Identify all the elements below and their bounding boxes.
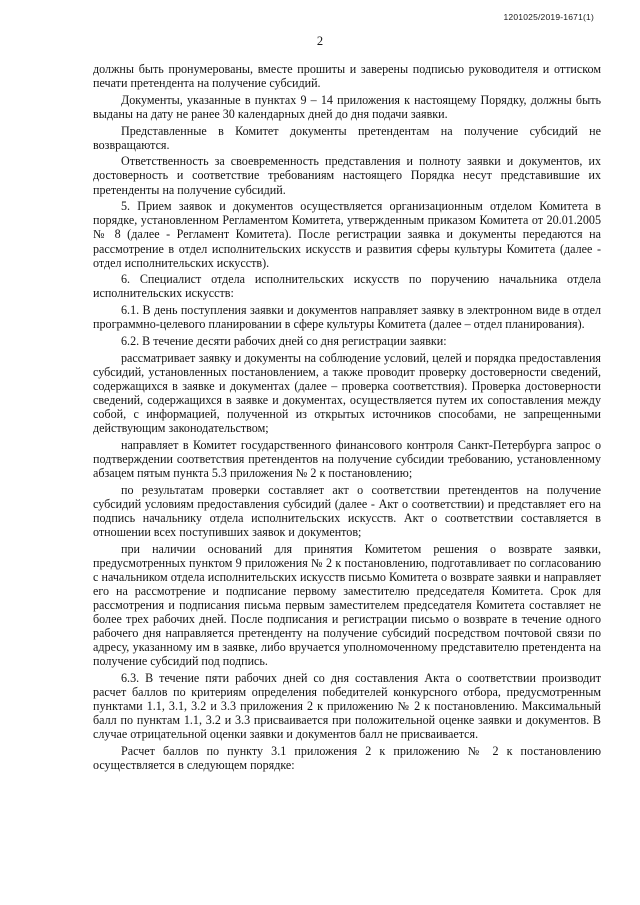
paragraph: направляет в Комитет государственного финансового контроля Санкт-Петербурга запрос о подтверждении соответствия претендентов на получение субсидии требованию, установленному абзацем пятым пункта 5.3 приложения № 2 к постановлению; [93, 437, 601, 480]
paragraph: рассматривает заявку и документы на соблюдение условий, целей и порядка предоставления субсидий, установленных постановлением, а также проводит проверку достоверности сведений, содержащихся в заявке и документах (далее – проверка соответствия). Проверка достоверности сведений, содержащихся в заявке и документах, осуществляется путем их сопоставления между собой, с информацией, полученной из открытых источников способами, не запрещенными действующим законодательством; [93, 350, 601, 435]
paragraph: Расчет баллов по пункту 3.1 приложения 2 к приложению № 2 к постановлению осуществляется в следующем порядке: [93, 744, 601, 773]
paragraph: 6.2. В течение десяти рабочих дней со дня регистрации заявки: [121, 333, 447, 348]
paragraph: должны быть пронумерованы, вместе прошиты и заверены подписью руководителя и оттиском печати претендента на получение субсидий. [93, 62, 601, 91]
paragraph: Документы, указанные в пунктах 9 – 14 приложения к настоящему Порядку, должны быть выданы на дату не ранее 30 календарных дней до дня подачи заявки. [93, 92, 601, 121]
paragraph: 6. Специалист отдела исполнительских искусств по поручению начальника отдела исполнительских искусств: [93, 272, 601, 301]
paragraph: Представленные в Комитет документы претендентам на получение субсидий не возвращаются. [93, 123, 601, 152]
page-number: 2 [316, 34, 324, 48]
paragraph: 6.1. В день поступления заявки и документов направляет заявку в электронном виде в отдел программно-целевого планировании в сфере культуры Комитета (далее – отдел планирования). [93, 303, 601, 332]
paragraph: по результатам проверки составляет акт о соответствии претендентов на получение субсидий условиям предоставления субсидий (далее - Акт о соответствии) и представляет его на подпись начальнику отдела исполнительских искусств. Акт о соответствии составляется в отношении всех поступивших заявок и документов; [93, 482, 601, 539]
paragraph: при наличии оснований для принятия Комитетом решения о возврате заявки, предусмотренных пунктом 9 приложения № 2 к постановлению, подготавливает по согласованию с начальником отдела исполнительских искусств письмо Комитета о возврате заявки и направляет его на рассмотрение и подписание первому заместителю председателя Комитета. Срок для рассмотрения и подписания письма первым заместителем председателя Комитета составляет не более трех рабочих дней. После подписания и регистрации письмо о возврате в течение одного рабочего дня направляется претенденту на получение субсидий посредством почтовой связи по адресу, указанному им в заявке, либо вручается уполномоченному представителю претендента на получение субсидий под подпись. [93, 541, 601, 669]
document-body [93, 62, 601, 775]
document-id: 1201025/2019-1671(1) [503, 12, 594, 22]
paragraph: 6.3. В течение пяти рабочих дней со дня составления Акта о соответствии производит расчет баллов по критериям определения победителей конкурсного отбора, предусмотренным пунктами 1.1, 3.1, 3.2 и 3.3 приложения 2 к приложению № 2 к постановлению. Максимальный балл по пунктам 1.1, 3.2 и 3.3 присваивается при положительной оценке заявки и документов. В случае отрицательной оценки заявки и документов балл не присваивается. [93, 670, 601, 742]
paragraph: Ответственность за своевременность представления и полноту заявки и документов, их достоверность и соответствие требованиям настоящего Порядка несут представившие их претенденты на получение субсидий. [93, 154, 601, 197]
paragraph: 5. Прием заявок и документов осуществляется организационным отделом Комитета в порядке, установленном Регламентом Комитета, утвержденным приказом Комитета от 20.01.2005 № 8 (далее - Регламент Комитета). После регистрации заявка и документы передаются на рассмотрение в отдел исполнительских искусств и развития сферы культуры Комитета (далее - отдел исполнительских искусств). [93, 199, 601, 270]
